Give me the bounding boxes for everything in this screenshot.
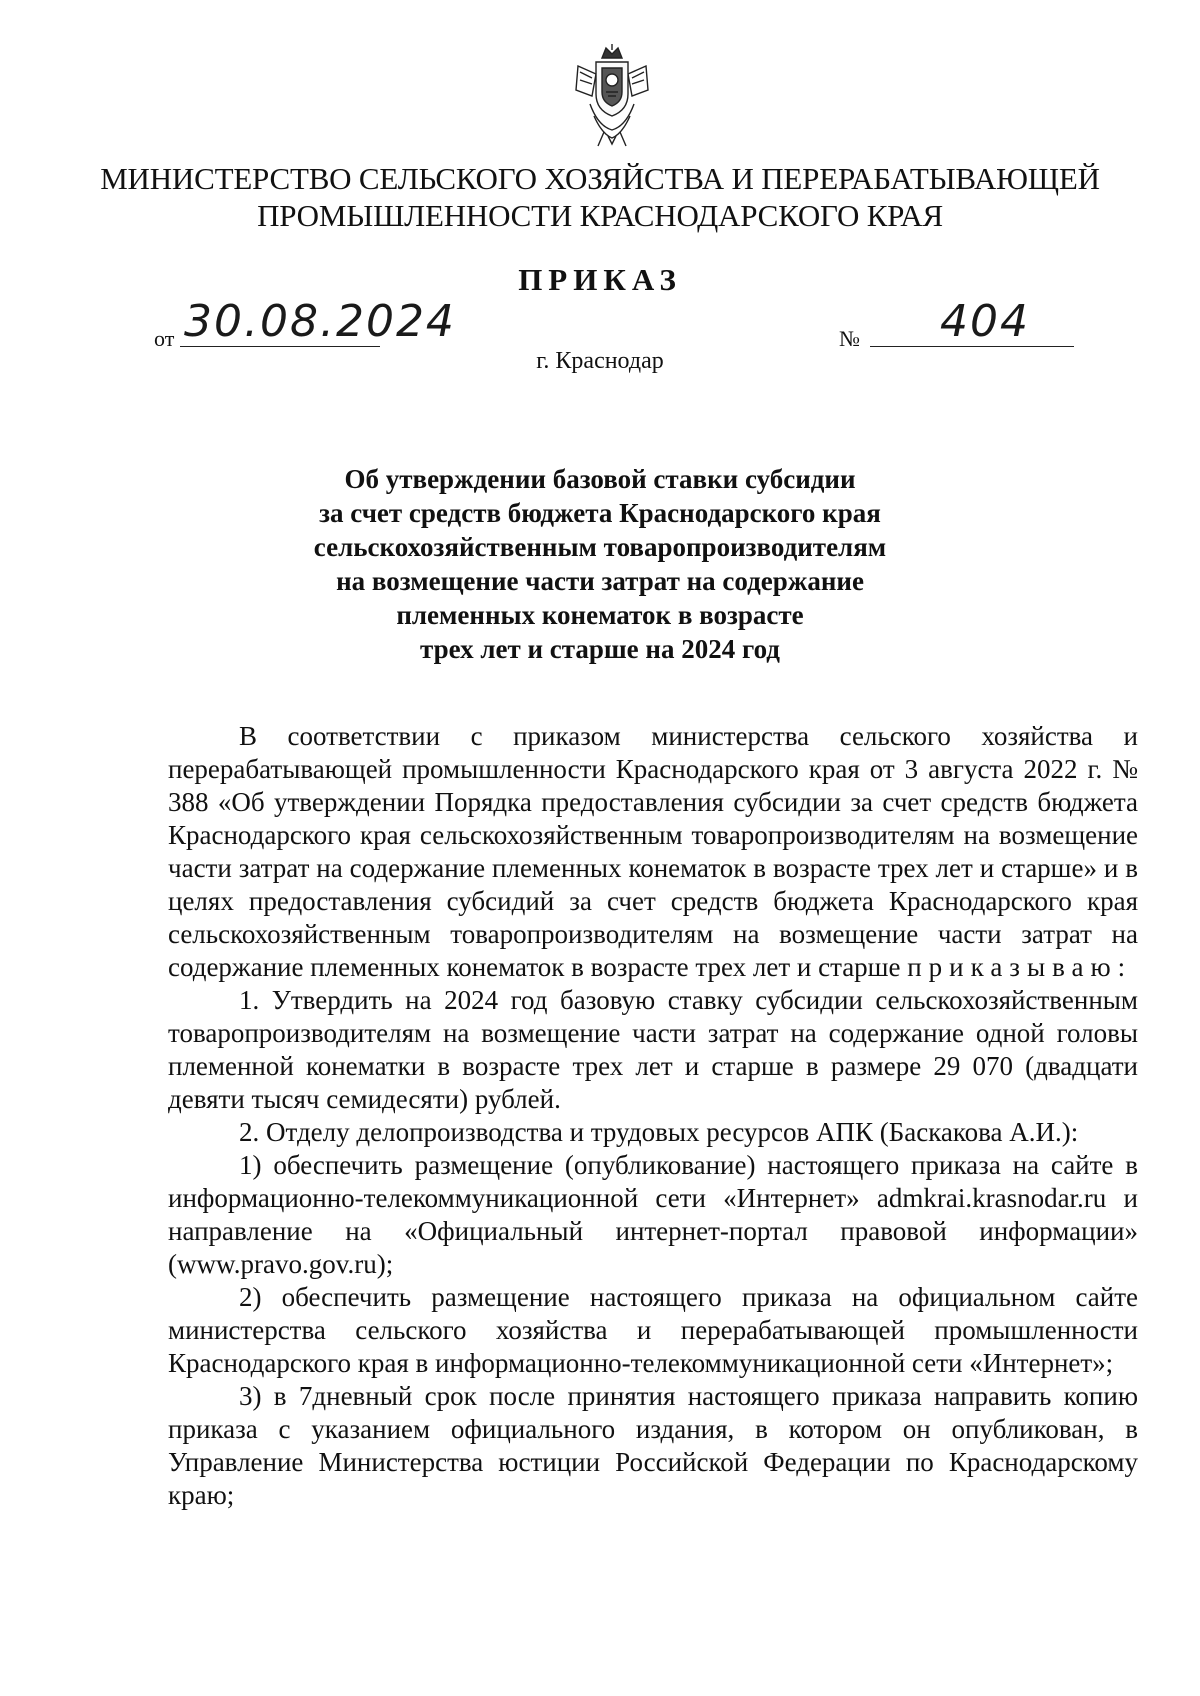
order-word: приказываю: bbox=[907, 952, 1133, 982]
document-body bbox=[168, 720, 1138, 1512]
title-line: сельскохозяйственным товаропроизводителям bbox=[313, 532, 887, 562]
document-title bbox=[0, 462, 1200, 666]
document-type: ПРИКАЗ bbox=[518, 262, 682, 297]
number-prefix: № bbox=[839, 326, 860, 351]
handwritten-number: 404 bbox=[940, 296, 1030, 347]
date-prefix: от bbox=[154, 326, 175, 351]
title-line: племенных конематок в возрасте bbox=[396, 600, 804, 630]
ministry-name-line1: МИНИСТЕРСТВО СЕЛЬСКОГО ХОЗЯЙСТВА И ПЕРЕРАБАТЫВАЮЩЕЙ bbox=[100, 161, 1100, 196]
title-line: трех лет и старше на 2024 год bbox=[420, 634, 780, 664]
handwritten-date: 30.08.2024 bbox=[184, 296, 456, 347]
ministry-header bbox=[0, 160, 1200, 234]
coat-of-arms-emblem bbox=[568, 44, 656, 148]
item-2-1: 1) обеспечить размещение (опубликование) настоящего приказа на сайте в информационно-телекоммуникационной сети «Интернет» admkrai.krasnodar.ru и направление на «Официальный интернет-портал правовой информации» (www.pravo.gov.ru); bbox=[168, 1150, 1138, 1279]
title-line: за счет средств бюджета Краснодарского края bbox=[319, 498, 881, 528]
preamble-paragraph bbox=[168, 720, 1138, 984]
city: г. Краснодар bbox=[536, 348, 664, 374]
item-2: 2. Отделу делопроизводства и трудовых ресурсов АПК (Баскакова А.И.): bbox=[239, 1117, 1079, 1147]
item-2-3: 3) в 7дневный срок после принятия настоящего приказа направить копию приказа с указанием официального издания, в котором он опубликован, в Управление Министерства юстиции Российской Федерации по Краснодарскому краю; bbox=[168, 1381, 1138, 1510]
item-2-2: 2) обеспечить размещение настоящего приказа на официальном сайте министерства сельского хозяйства и перерабатывающей промышленности Краснодарского края в информационно-телекоммуникационной сети «Интернет»; bbox=[168, 1282, 1138, 1378]
item-1: 1. Утвердить на 2024 год базовую ставку субсидии сельскохозяйственным товаропроизводителям на возмещение части затрат на содержание одной головы племенной конематки в возрасте трех лет и старше в размере 29 070 (двадцати девяти тысяч семидесяти) рублей. bbox=[168, 985, 1138, 1114]
title-line: Об утверждении базовой ставки субсидии bbox=[344, 464, 856, 494]
ministry-name-line2: ПРОМЫШЛЕННОСТИ КРАСНОДАРСКОГО КРАЯ bbox=[257, 198, 943, 233]
title-line: на возмещение части затрат на содержание bbox=[336, 566, 864, 596]
preamble-text: В соответствии с приказом министерства сельского хозяйства и перерабатывающей промышленности Краснодарского края от 3 августа 2022 г. № 388 «Об утверждении Порядка предоставления субсидии за счет средств бюджета Краснодарского края сельскохозяйственным товаропроизводителям на возмещение части затрат на содержание племенных конематок в возрасте трех лет и старше» и в целях предоставления субсидий за счет средств бюджета Краснодарского края сельскохозяйственным товаропроизводителям на возмещение части затрат на содержание племенных конематок в возрасте трех лет и старше bbox=[168, 721, 1138, 982]
